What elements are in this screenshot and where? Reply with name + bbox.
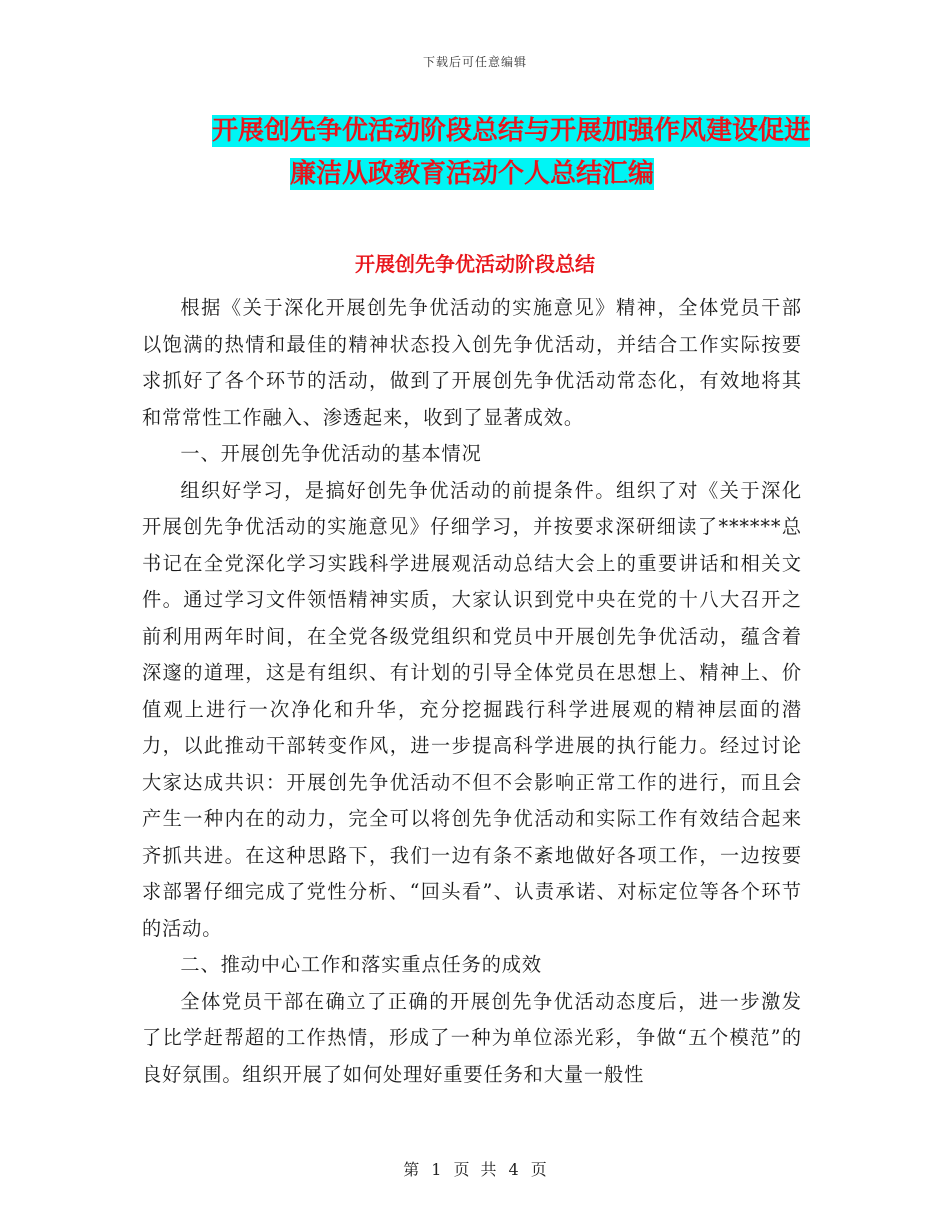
paragraph-achievements: 全体党员干部在确立了正确的开展创先争优活动态度后，进一步激发了比学赶帮超的工作热情，形成了一种为单位添光彩，争做“五个模范”的良好氛围。组织开展了如何处理好重要任务和大量一般性 xyxy=(142,989,802,1086)
footer-middle: 页 共 xyxy=(453,1160,497,1179)
document-title-line-2 xyxy=(150,153,810,196)
document-title xyxy=(150,110,810,196)
document-title-line-1 xyxy=(150,110,810,153)
paragraph-intro: 根据《关于深化开展创先争优活动的实施意见》精神，全体党员干部以饱满的热情和最佳的精神状态投入创先争优活动，并结合工作实际按要求抓好了各个环节的活动，做到了开展创先争优活动常态化，有效地将其和常常性工作融入、渗透起来，收到了显著成效。 xyxy=(142,296,802,429)
footer-total-pages: 4 xyxy=(508,1160,519,1179)
page-footer xyxy=(0,1157,950,1180)
footer-suffix: 页 xyxy=(530,1160,547,1179)
heading-basic-situation: 一、开展创先争优活动的基本情况 xyxy=(180,442,482,465)
footer-page-number: 1 xyxy=(431,1160,442,1179)
title-highlight-1: 开展创先争优活动阶段总结与开展加强作风建设促进 xyxy=(211,116,810,146)
paragraph-study: 组织好学习，是搞好创先争优活动的前提条件。组织了对《关于深化开展创先争优活动的实施意见》仔细学习，并按要求深研细读了******总书记在全党深化学习实践科学进展观活动总结大会上的重要讲话和相关文件。通过学习文件领悟精神实质，大家认识到党中央在党的十八大召开之前利用两年时间，在全党各级党组织和党员中开展创先争优活动，蕴含着深邃的道理，这是有组织、有计划的引导全体党员在思想上、精神上、价值观上进行一次净化和升华，充分挖掘践行科学进展观的精神层面的潜力，以此推动干部转变作风，进一步提高科学进展的执行能力。经过讨论大家达成共识：开展创先争优活动不但不会影响正常工作的进行，而且会产生一种内在的动力，完全可以将创先争优活动和实际工作有效结合起来齐抓共进。在这种思路下，我们一边有条不紊地做好各项工作，一边按要求部署仔细完成了党性分析、“回头看”、认责承诺、对标定位等各个环节的活动。 xyxy=(142,478,802,940)
heading-achievements: 二、推动中心工作和落实重点任务的成效 xyxy=(180,953,542,976)
body-text xyxy=(142,290,802,1093)
header-note: 下载后可任意编辑 xyxy=(422,55,527,69)
footer-prefix: 第 xyxy=(403,1160,420,1179)
title-highlight-2: 廉洁从政教育活动个人总结汇编 xyxy=(290,159,655,189)
section-title: 开展创先争优活动阶段总结 xyxy=(355,252,595,276)
